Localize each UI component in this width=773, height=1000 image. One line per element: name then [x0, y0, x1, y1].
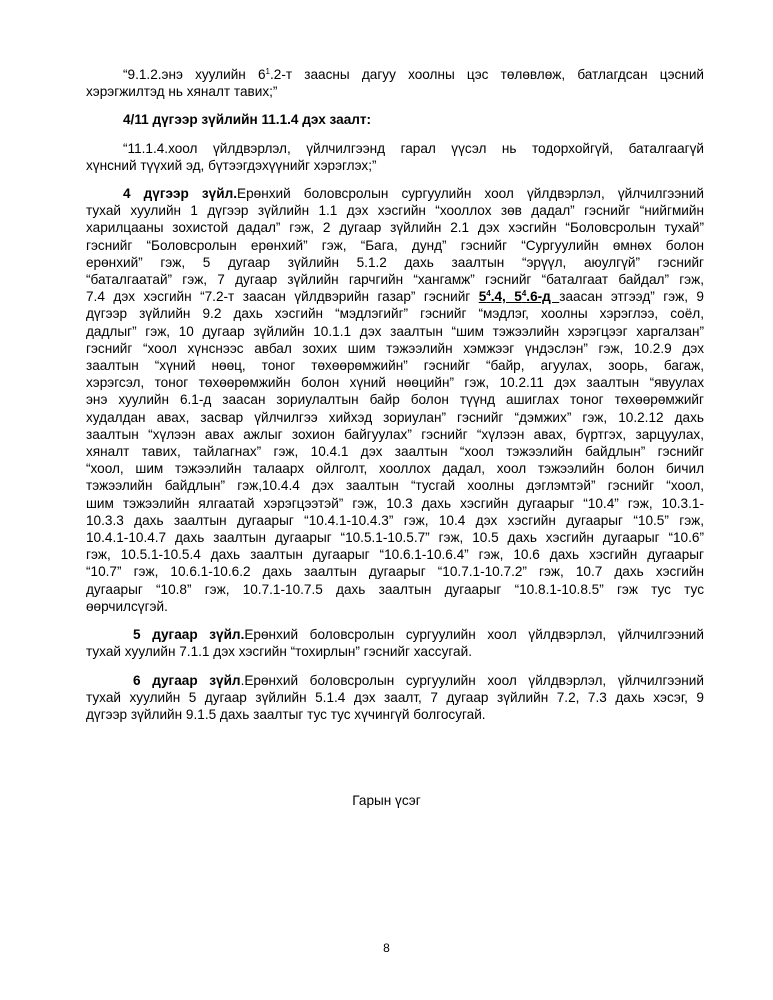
text-line: тэжээлийн байдлын” гэж,10.4.4 дэх заалтын “тусгай хоолны дэглэмтэй” гэснийг “хоол, — [86, 478, 704, 494]
article-5 — [86, 626, 704, 660]
article-title: 5 дугаар зүйл. — [133, 627, 245, 643]
text-line: хяналт тавих, тайлагнах” гэж, 10.4.1 дэх заалтын “хоол тэжээлийн байдлын” гэснийг — [86, 444, 704, 460]
text-line: “баталгаатай” гэж, 7 дугаар зүйлийн гарчгийн “хангамж” гэснийг “баталгаат байдал” гэж, — [86, 272, 704, 288]
article-4 — [86, 185, 704, 615]
text-line: дугаарыг “10.8” гэж, 10.7.1-10.7.5 дахь заалтын дугаарыг “10.8.1-10.8.5” гэж тус тус — [86, 581, 704, 597]
superscript: 1 — [265, 67, 270, 76]
text-line: 4 дүгээр зүйл.Ерөнхий боловсролын сургуулийн хоол үйлдвэрлэл, үйлчилгээний — [123, 186, 704, 202]
text-line: тухай хуулийн 5 дугаар зүйлийн 5.1.4 дэх заалт, 7 дугаар зүйлийн 7.2, 7.3 дахь хэсэг, 9 — [86, 689, 704, 705]
text-line: дадлыг” гэж, 10 дугаар зүйлийн 10.1.1 дэх заалтын “шим тэжээлийн хэрэгцээг харгалзан” — [86, 323, 704, 339]
text-line: гэснийг “Боловсролын ерөнхий” гэж, “Бага, дунд” гэснийг “Сургуулийн өмнөх болон — [86, 237, 704, 253]
text-line: тухай хуулийн 7.1.1 дэх хэсгийн “тохирлын” гэснийг хассугай. — [86, 644, 472, 660]
article-title: 4 дүгээр зүйл. — [123, 186, 238, 202]
text-line: “9.1.2.энэ хуулийн $6^1.2-т$ заасны дагуу хоолны цэс төлөвлөж, батлагдсан цэсний — [123, 67, 705, 82]
article-title: 6 дугаар зүйл — [133, 672, 241, 688]
text-line: 7.4 дэх хэсгийн “7.2-т заасан үйлдвэрийн газар” гэснийг $5^4.4$, $5^4.6-д$ заасан этгээд” гэж, 9 — [86, 289, 704, 305]
quote-9-1-2 — [86, 66, 704, 100]
text-line: 10.3.3 дахь заалтын дугаарыг “10.4.1-10.4.3” гэж, 10.4 дэх хэсгийн дугаарыг “10.5” гэж, — [86, 512, 704, 528]
text-line: хэрэгжилтэд нь хяналт тавих;” — [86, 84, 278, 100]
text-line: заалтын “хүний нөөц, тоног төхөөрөмжийн” гэснийг “байр, агуулах, зоорь, багаж, — [86, 358, 704, 374]
text-line: гэж, 10.5.1-10.5.4 дахь заалтын дугаарыг “10.6.1-10.6.4” гэж, 10.6 дахь хэсгийн дугаарыг — [86, 547, 704, 563]
text-line: хэрэгсэл, тоног төхөөрөмжийн болон хүний нөөцийн” гэж, 10.2.11 дэх заалтын “явуулах — [86, 375, 704, 391]
page-number: 8 — [383, 941, 390, 955]
text-line: шим тэжээлийн ялгаатай хэрэгцээтэй” гэж, 10.3 дахь хэсгийн дугаарыг “10.4” гэж, 10.3.1- — [86, 495, 704, 511]
underlined-reference: $5^4.4$, $5^4.6-д$ — [478, 289, 560, 305]
text-line: харилцааны зохистой дадал” гэж, 2 дугаар зүйлийн 2.1 дэх хэсгийн “Боловсролын тухай” — [86, 220, 704, 236]
quote-11-1-4 — [86, 140, 704, 174]
text-line: заалтын “хүлээн авах ажлыг зохион байгуулах” гэснийг “хүлээн авах, бүртгэх, зарцуулах, — [86, 426, 704, 442]
text-line: дүгээр зүйлийн 9.2 дахь хэсгийн “мэдлэгийг” гэснийг “мэдлэг, хоолны хэрэглээ, соёл, — [86, 306, 704, 322]
text-line: энэ хуулийн 6.1-д заасан зориулалтын байр болон түүнд ашиглах тоног төхөөрөмжийг — [86, 392, 704, 408]
text-line: “хоол, шим тэжээлийн талаарх ойлголт, хооллох дадал, хоол тэжээлийн болон бичил — [86, 461, 704, 477]
text-line: 5 дугаар зүйл.Ерөнхий боловсролын сургуулийн хоол үйлдвэрлэл, үйлчилгээний — [133, 627, 704, 643]
text-line: ерөнхий” гэж, 5 дугаар зүйлийн 5.1.2 дахь заалтын “эрүүл, аюулгүй” гэснийг — [86, 254, 704, 270]
section-heading: 4/11 дүгээр зүйлийн 11.1.4 дэх заалт: — [123, 112, 372, 128]
text-line: худалдан авах, засвар үйлчилгээ хийхэд зориулан” гэснийг “дэмжих” гэж, 10.2.12 дахь — [86, 409, 704, 425]
signature-label: Гарын үсэг — [352, 793, 421, 808]
text-line: гэснийг “хоол хүнснээс авбал зохих шим тэжээлийн хэмжээг үндэслэн” гэж, 10.2.9 дэх — [86, 340, 704, 356]
text-line: дүгээр зүйлийн 9.1.5 дахь заалтыг тус тус хүчингүй болгосугай. — [86, 706, 486, 722]
text-line: “10.7” гэж, 10.6.1-10.6.2 дахь заалтын дугаарыг “10.7.1-10.7.2” гэж, 10.7 дахь хэсгийн — [86, 564, 704, 580]
text-line: өөрчилсүгэй. — [86, 598, 168, 614]
text-line: 6 дугаар зүйл.Ерөнхий боловсролын сургуулийн хоол үйлдвэрлэл, үйлчилгээний — [133, 672, 704, 688]
text-line: “11.1.4.хоол үйлдвэрлэл, үйлчилгээнд гарал үүсэл нь тодорхойгүй, баталгаагүй — [123, 140, 704, 156]
text-line: 10.4.1-10.4.7 дахь заалтын дугаарыг “10.5.1-10.5.7” гэж, 10.5 дахь хэсгийн дугаарыг “10.6” — [86, 530, 704, 546]
article-6 — [86, 672, 704, 724]
document-page — [86, 66, 704, 734]
text-line: тухай хуулийн 1 дүгээр зүйлийн 1.1 дэх хэсгийн “хооллох зөв дадал” гэснийг “нийгмийн — [86, 203, 704, 219]
text-line: хүнсний түүхий эд, бүтээгдэхүүнийг хэрэглэх;” — [86, 157, 377, 173]
